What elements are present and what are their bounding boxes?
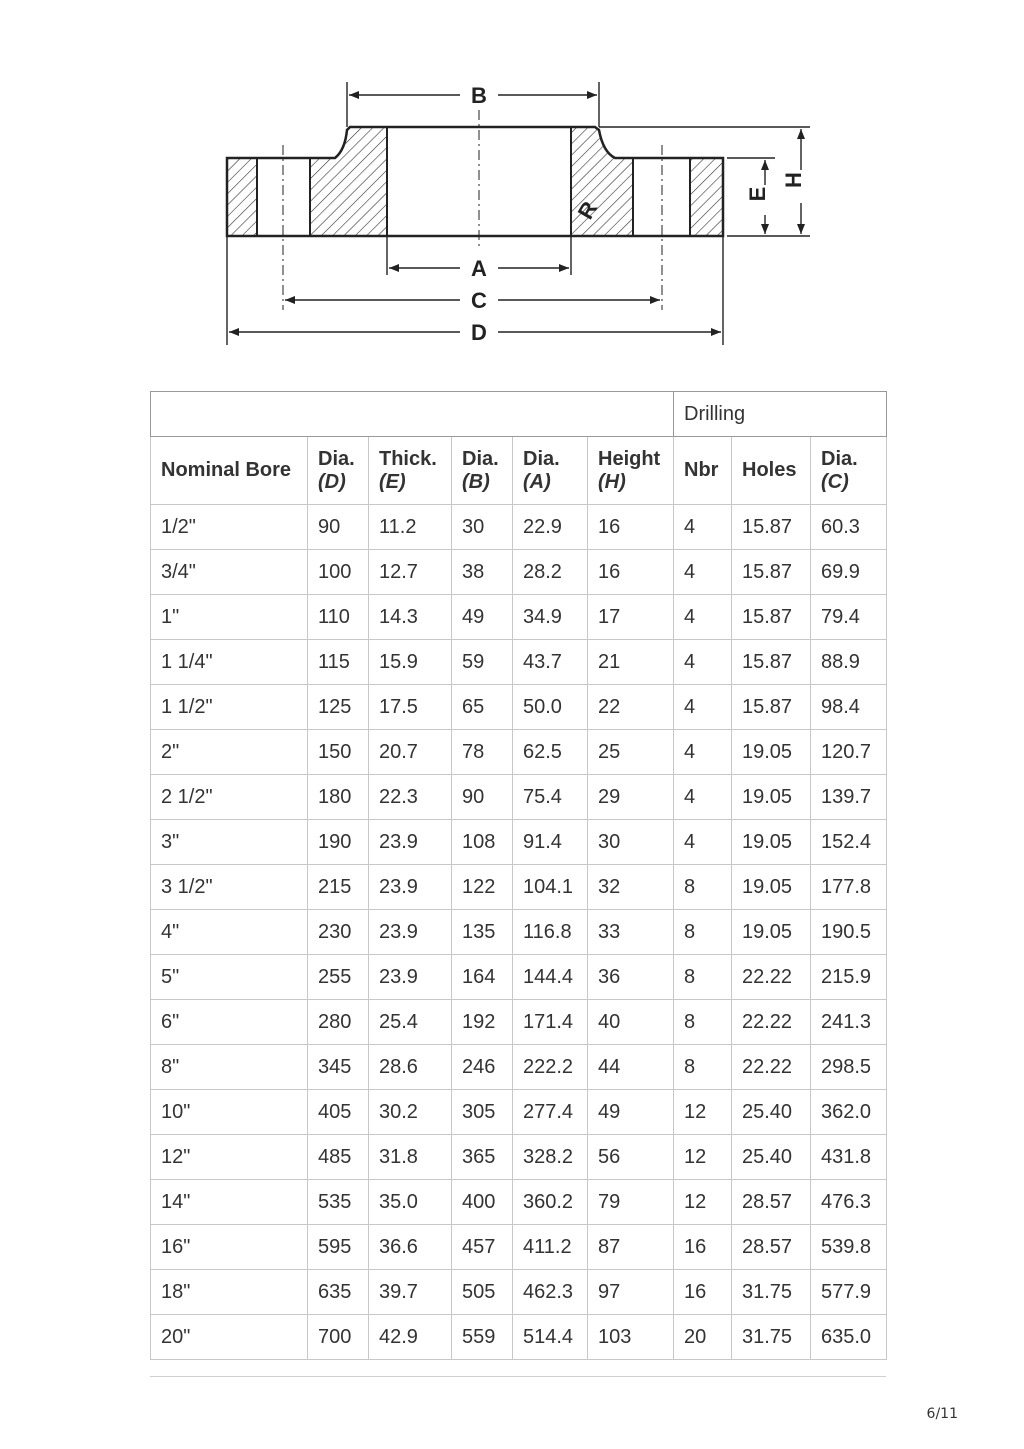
table-cell: 5" bbox=[151, 955, 308, 1000]
table-cell: 59 bbox=[452, 640, 513, 685]
table-row bbox=[151, 775, 887, 820]
table-cell: 6" bbox=[151, 1000, 308, 1045]
table-cell: 3/4" bbox=[151, 550, 308, 595]
group-header-empty bbox=[151, 392, 674, 437]
table-cell: 25.4 bbox=[369, 1000, 452, 1045]
drilling-group-header: Drilling bbox=[674, 392, 887, 437]
column-header-label: Dia. bbox=[523, 447, 560, 470]
table-cell: 78 bbox=[452, 730, 513, 775]
table-cell: 42.9 bbox=[369, 1315, 452, 1360]
table-cell: 17 bbox=[588, 595, 674, 640]
dim-label-r: R bbox=[572, 197, 603, 224]
column-header-label: Nominal Bore bbox=[161, 459, 292, 481]
table-cell: 49 bbox=[588, 1090, 674, 1135]
table-cell: 400 bbox=[452, 1180, 513, 1225]
table-cell: 22.9 bbox=[513, 505, 588, 550]
table-body bbox=[151, 505, 887, 1360]
table-row bbox=[151, 1135, 887, 1180]
table-cell: 241.3 bbox=[811, 1000, 887, 1045]
table-cell: 135 bbox=[452, 910, 513, 955]
table-cell: 280 bbox=[308, 1000, 369, 1045]
table-cell: 49 bbox=[452, 595, 513, 640]
table-cell: 20 bbox=[674, 1315, 732, 1360]
table-row bbox=[151, 1045, 887, 1090]
table-cell: 4 bbox=[674, 775, 732, 820]
table-cell: 485 bbox=[308, 1135, 369, 1180]
column-header-label: Thick. bbox=[379, 447, 437, 470]
table-cell: 4 bbox=[674, 730, 732, 775]
table-cell: 16 bbox=[674, 1270, 732, 1315]
table-cell: 32 bbox=[588, 865, 674, 910]
table-cell: 12 bbox=[674, 1135, 732, 1180]
table-cell: 595 bbox=[308, 1225, 369, 1270]
table-cell: 1 1/4" bbox=[151, 640, 308, 685]
table-cell: 255 bbox=[308, 955, 369, 1000]
table-cell: 246 bbox=[452, 1045, 513, 1090]
table-cell: 19.05 bbox=[732, 775, 811, 820]
table-cell: 116.8 bbox=[513, 910, 588, 955]
table-cell: 3" bbox=[151, 820, 308, 865]
table-cell: 12 bbox=[674, 1090, 732, 1135]
table-cell: 144.4 bbox=[513, 955, 588, 1000]
table-cell: 125 bbox=[308, 685, 369, 730]
table-cell: 19.05 bbox=[732, 865, 811, 910]
table-cell: 28.57 bbox=[732, 1225, 811, 1270]
column-header-row bbox=[151, 437, 887, 505]
table-cell: 215.9 bbox=[811, 955, 887, 1000]
table-cell: 362.0 bbox=[811, 1090, 887, 1135]
column-header bbox=[732, 437, 811, 505]
table-cell: 18" bbox=[151, 1270, 308, 1315]
table-cell: 21 bbox=[588, 640, 674, 685]
table-cell: 150 bbox=[308, 730, 369, 775]
dim-label-b: B bbox=[471, 83, 487, 108]
table-cell: 104.1 bbox=[513, 865, 588, 910]
table-cell: 4 bbox=[674, 820, 732, 865]
table-cell: 8 bbox=[674, 1045, 732, 1090]
table-cell: 215 bbox=[308, 865, 369, 910]
table-row bbox=[151, 505, 887, 550]
column-header-symbol: (B) bbox=[462, 470, 490, 493]
table-row bbox=[151, 550, 887, 595]
table-cell: 4" bbox=[151, 910, 308, 955]
hatch-right-outer bbox=[690, 158, 723, 236]
table-cell: 20" bbox=[151, 1315, 308, 1360]
table-cell: 34.9 bbox=[513, 595, 588, 640]
table-cell: 36.6 bbox=[369, 1225, 452, 1270]
table-cell: 36 bbox=[588, 955, 674, 1000]
hatch-left-outer bbox=[227, 158, 257, 236]
column-header-symbol: (A) bbox=[523, 470, 551, 493]
table-cell: 635.0 bbox=[811, 1315, 887, 1360]
table-cell: 28.2 bbox=[513, 550, 588, 595]
table-cell: 15.87 bbox=[732, 685, 811, 730]
table-cell: 230 bbox=[308, 910, 369, 955]
table-cell: 23.9 bbox=[369, 910, 452, 955]
column-header bbox=[369, 437, 452, 505]
table-cell: 22.22 bbox=[732, 955, 811, 1000]
table-cell: 16" bbox=[151, 1225, 308, 1270]
table-cell: 20.7 bbox=[369, 730, 452, 775]
table-cell: 298.5 bbox=[811, 1045, 887, 1090]
table-cell: 22 bbox=[588, 685, 674, 730]
table-cell: 635 bbox=[308, 1270, 369, 1315]
table-cell: 15.87 bbox=[732, 640, 811, 685]
table-cell: 8 bbox=[674, 865, 732, 910]
table-cell: 15.87 bbox=[732, 550, 811, 595]
table-cell: 411.2 bbox=[513, 1225, 588, 1270]
table-cell: 10" bbox=[151, 1090, 308, 1135]
table-cell: 79 bbox=[588, 1180, 674, 1225]
table-cell: 192 bbox=[452, 1000, 513, 1045]
table-cell: 1 1/2" bbox=[151, 685, 308, 730]
dim-label-d: D bbox=[471, 320, 487, 345]
table-cell: 22.22 bbox=[732, 1000, 811, 1045]
table-cell: 177.8 bbox=[811, 865, 887, 910]
table-cell: 2 1/2" bbox=[151, 775, 308, 820]
table-cell: 22.22 bbox=[732, 1045, 811, 1090]
table-cell: 8 bbox=[674, 955, 732, 1000]
table-cell: 152.4 bbox=[811, 820, 887, 865]
table-cell: 23.9 bbox=[369, 865, 452, 910]
table-cell: 171.4 bbox=[513, 1000, 588, 1045]
table-cell: 4 bbox=[674, 505, 732, 550]
column-header-symbol: (H) bbox=[598, 470, 626, 493]
table-cell: 360.2 bbox=[513, 1180, 588, 1225]
table-cell: 60.3 bbox=[811, 505, 887, 550]
column-header bbox=[674, 437, 732, 505]
table-row bbox=[151, 1270, 887, 1315]
table-cell: 65 bbox=[452, 685, 513, 730]
table-cell: 115 bbox=[308, 640, 369, 685]
table-cell: 14" bbox=[151, 1180, 308, 1225]
column-header-label: Dia. bbox=[318, 447, 355, 470]
table-cell: 431.8 bbox=[811, 1135, 887, 1180]
table-cell: 31.75 bbox=[732, 1270, 811, 1315]
table-cell: 39.7 bbox=[369, 1270, 452, 1315]
column-header bbox=[452, 437, 513, 505]
table-cell: 365 bbox=[452, 1135, 513, 1180]
table-cell: 25.40 bbox=[732, 1090, 811, 1135]
table-cell: 122 bbox=[452, 865, 513, 910]
table-cell: 462.3 bbox=[513, 1270, 588, 1315]
table-cell: 91.4 bbox=[513, 820, 588, 865]
table-cell: 277.4 bbox=[513, 1090, 588, 1135]
table-row bbox=[151, 865, 887, 910]
table-cell: 2" bbox=[151, 730, 308, 775]
table-cell: 700 bbox=[308, 1315, 369, 1360]
table-cell: 17.5 bbox=[369, 685, 452, 730]
table-cell: 3 1/2" bbox=[151, 865, 308, 910]
table-cell: 31.75 bbox=[732, 1315, 811, 1360]
table-cell: 88.9 bbox=[811, 640, 887, 685]
dim-label-h: H bbox=[781, 172, 806, 188]
table-row bbox=[151, 910, 887, 955]
table-cell: 97 bbox=[588, 1270, 674, 1315]
column-header-symbol: (E) bbox=[379, 470, 406, 493]
table-row bbox=[151, 1180, 887, 1225]
table-cell: 535 bbox=[308, 1180, 369, 1225]
table-cell: 4 bbox=[674, 595, 732, 640]
table-cell: 33 bbox=[588, 910, 674, 955]
table-cell: 22.3 bbox=[369, 775, 452, 820]
table-cell: 539.8 bbox=[811, 1225, 887, 1270]
column-header-label: Dia. bbox=[462, 447, 499, 470]
table-cell: 90 bbox=[308, 505, 369, 550]
table-cell: 12" bbox=[151, 1135, 308, 1180]
table-cell: 14.3 bbox=[369, 595, 452, 640]
table-row bbox=[151, 595, 887, 640]
table-cell: 90 bbox=[452, 775, 513, 820]
table-row bbox=[151, 685, 887, 730]
table-cell: 30 bbox=[588, 820, 674, 865]
column-header-label: Height bbox=[598, 447, 661, 470]
table-cell: 29 bbox=[588, 775, 674, 820]
table-row bbox=[151, 1315, 887, 1360]
table-row bbox=[151, 955, 887, 1000]
table-cell: 43.7 bbox=[513, 640, 588, 685]
table-cell: 12 bbox=[674, 1180, 732, 1225]
table-cell: 16 bbox=[588, 550, 674, 595]
column-header bbox=[513, 437, 588, 505]
table-row bbox=[151, 1090, 887, 1135]
table-cell: 577.9 bbox=[811, 1270, 887, 1315]
table-cell: 56 bbox=[588, 1135, 674, 1180]
column-header bbox=[811, 437, 887, 505]
flange-diagram bbox=[215, 70, 815, 355]
table-cell: 457 bbox=[452, 1225, 513, 1270]
table-cell: 8 bbox=[674, 1000, 732, 1045]
table-cell: 12.7 bbox=[369, 550, 452, 595]
table-cell: 38 bbox=[452, 550, 513, 595]
table-cell: 79.4 bbox=[811, 595, 887, 640]
table-cell: 4 bbox=[674, 685, 732, 730]
table-cell: 120.7 bbox=[811, 730, 887, 775]
table-cell: 164 bbox=[452, 955, 513, 1000]
table-cell: 559 bbox=[452, 1315, 513, 1360]
table-row bbox=[151, 1225, 887, 1270]
table-cell: 50.0 bbox=[513, 685, 588, 730]
dim-label-a: A bbox=[471, 256, 487, 281]
table-cell: 62.5 bbox=[513, 730, 588, 775]
table-cell: 44 bbox=[588, 1045, 674, 1090]
page-number: 6/11 bbox=[926, 1406, 958, 1422]
table-row bbox=[151, 730, 887, 775]
table-cell: 16 bbox=[588, 505, 674, 550]
table-cell: 19.05 bbox=[732, 910, 811, 955]
table-cell: 222.2 bbox=[513, 1045, 588, 1090]
table-cell: 4 bbox=[674, 640, 732, 685]
column-header-label: Dia. bbox=[821, 447, 858, 470]
table-cell: 28.6 bbox=[369, 1045, 452, 1090]
column-header-label: Nbr bbox=[684, 459, 719, 481]
table-cell: 87 bbox=[588, 1225, 674, 1270]
table-cell: 180 bbox=[308, 775, 369, 820]
column-header-symbol: (C) bbox=[821, 470, 849, 493]
table-cell: 98.4 bbox=[811, 685, 887, 730]
table-cell: 305 bbox=[452, 1090, 513, 1135]
dim-label-c: C bbox=[471, 288, 487, 313]
table-cell: 103 bbox=[588, 1315, 674, 1360]
table-cell: 345 bbox=[308, 1045, 369, 1090]
table-cell: 30.2 bbox=[369, 1090, 452, 1135]
table-cell: 4 bbox=[674, 550, 732, 595]
table-cell: 8 bbox=[674, 910, 732, 955]
table-cell: 505 bbox=[452, 1270, 513, 1315]
table-cell: 1/2" bbox=[151, 505, 308, 550]
table-cell: 30 bbox=[452, 505, 513, 550]
table-cell: 405 bbox=[308, 1090, 369, 1135]
table-cell: 15.87 bbox=[732, 505, 811, 550]
column-header bbox=[588, 437, 674, 505]
table-row bbox=[151, 820, 887, 865]
table-cell: 15.87 bbox=[732, 595, 811, 640]
table-cell: 15.9 bbox=[369, 640, 452, 685]
column-header-label: Holes bbox=[742, 459, 797, 481]
table-cell: 190 bbox=[308, 820, 369, 865]
table-cell: 110 bbox=[308, 595, 369, 640]
table-cell: 108 bbox=[452, 820, 513, 865]
table-cell: 19.05 bbox=[732, 730, 811, 775]
table-cell: 40 bbox=[588, 1000, 674, 1045]
table-cell: 31.8 bbox=[369, 1135, 452, 1180]
table-cell: 25 bbox=[588, 730, 674, 775]
bottom-divider bbox=[150, 1376, 886, 1377]
flange-drawing bbox=[215, 70, 815, 355]
table-cell: 75.4 bbox=[513, 775, 588, 820]
table-cell: 19.05 bbox=[732, 820, 811, 865]
table-cell: 190.5 bbox=[811, 910, 887, 955]
table-cell: 69.9 bbox=[811, 550, 887, 595]
flange-dimensions-table bbox=[150, 391, 887, 1360]
table-cell: 23.9 bbox=[369, 955, 452, 1000]
table-cell: 100 bbox=[308, 550, 369, 595]
table-cell: 476.3 bbox=[811, 1180, 887, 1225]
table-cell: 35.0 bbox=[369, 1180, 452, 1225]
table-cell: 25.40 bbox=[732, 1135, 811, 1180]
table-row bbox=[151, 1000, 887, 1045]
table-cell: 23.9 bbox=[369, 820, 452, 865]
dim-label-e: E bbox=[745, 186, 770, 202]
hatch-right-hub bbox=[571, 127, 633, 236]
table-cell: 328.2 bbox=[513, 1135, 588, 1180]
group-header-row bbox=[151, 392, 887, 437]
hatch-left-hub bbox=[310, 127, 387, 236]
table-row bbox=[151, 640, 887, 685]
column-header-symbol: (D) bbox=[318, 470, 346, 493]
column-header bbox=[151, 437, 308, 505]
table-cell: 28.57 bbox=[732, 1180, 811, 1225]
table-cell: 8" bbox=[151, 1045, 308, 1090]
table-cell: 11.2 bbox=[369, 505, 452, 550]
table-cell: 16 bbox=[674, 1225, 732, 1270]
table-cell: 1" bbox=[151, 595, 308, 640]
table-cell: 514.4 bbox=[513, 1315, 588, 1360]
table-cell: 139.7 bbox=[811, 775, 887, 820]
column-header bbox=[308, 437, 369, 505]
